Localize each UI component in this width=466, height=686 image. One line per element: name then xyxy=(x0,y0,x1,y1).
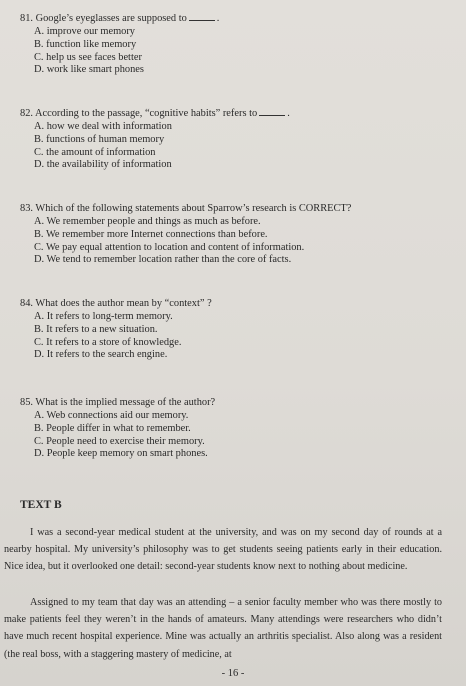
option-d: D. work like smart phones xyxy=(34,64,144,76)
question-82: 82. According to the passage, “cognitive habits” refers to . A. how we deal with information B. functions of human memory C. the amount of information D. the availability of information xyxy=(20,108,290,171)
passage-paragraph: Assigned to my team that day was an attending – a senior faculty member who was there mostly to make patients feel they weren’t in the hands of amateurs. Many attendings were researchers who didn’t have much recent hospital experience. Mine was actually an arthritis specialist. Also along was a resident (the real boss, with a staggering mastery of medicine, at xyxy=(4,597,442,660)
question-stem: 84. What does the author mean by “context” ? xyxy=(20,298,212,309)
option-b: B. functions of human memory xyxy=(34,133,165,145)
option-d: D. People keep memory on smart phones. xyxy=(34,448,208,460)
question-84 xyxy=(20,297,212,361)
option-b: B. function like memory xyxy=(34,38,137,50)
option-b: B. It refers to a new situation. xyxy=(34,323,158,335)
question-85 xyxy=(20,396,215,460)
answer-blank xyxy=(259,107,285,116)
question-stem: 85. What is the implied message of the author? xyxy=(20,397,216,408)
option-a: A. We remember people and things as much as before. xyxy=(34,216,261,227)
option-c: C. We pay equal attention to location and content of information. xyxy=(34,241,305,253)
question-stem: 83. Which of the following statements about Sparrow’s research is CORRECT? xyxy=(20,203,352,214)
option-c: C. the amount of information xyxy=(34,146,156,158)
option-c: C. help us see faces better xyxy=(34,51,142,63)
answer-blank xyxy=(189,12,215,21)
passage-paragraph: I was a second-year medical student at the university, and was on my second day of rounds at a nearby hospital. My university’s philosophy was to get students seeing patients early in their education. Nice idea, but it overlooked one detail: second-year students know next to nothing about medicine. xyxy=(4,527,442,573)
option-b: B. We remember more Internet connections than before. xyxy=(34,228,268,240)
option-d: D. We tend to remember location rather than the core of facts. xyxy=(34,254,292,266)
section-title: TEXT B xyxy=(20,499,62,511)
option-b: B. People differ in what to remember. xyxy=(34,422,191,434)
option-d: D. It refers to the search engine. xyxy=(34,349,168,361)
option-d: D. the availability of information xyxy=(34,159,172,171)
question-83 xyxy=(20,202,351,266)
page-number: - 16 - xyxy=(221,668,245,679)
option-a: A. Web connections aid our memory. xyxy=(34,410,189,421)
option-c: C. It refers to a store of knowledge. xyxy=(34,336,182,348)
question-stem: 82. According to the passage, “cognitive habits” refers to xyxy=(20,108,258,119)
option-a: A. how we deal with information xyxy=(34,121,172,132)
option-a: A. It refers to long-term memory. xyxy=(34,311,173,322)
question-81: 81. Google’s eyeglasses are supposed to . A. improve our memory B. function like memory C. help us see faces better D. work like smart phones xyxy=(20,13,220,76)
option-a: A. improve our memory xyxy=(34,26,135,37)
option-c: C. People need to exercise their memory. xyxy=(34,435,205,447)
question-stem: 81. Google’s eyeglasses are supposed to xyxy=(20,13,187,24)
